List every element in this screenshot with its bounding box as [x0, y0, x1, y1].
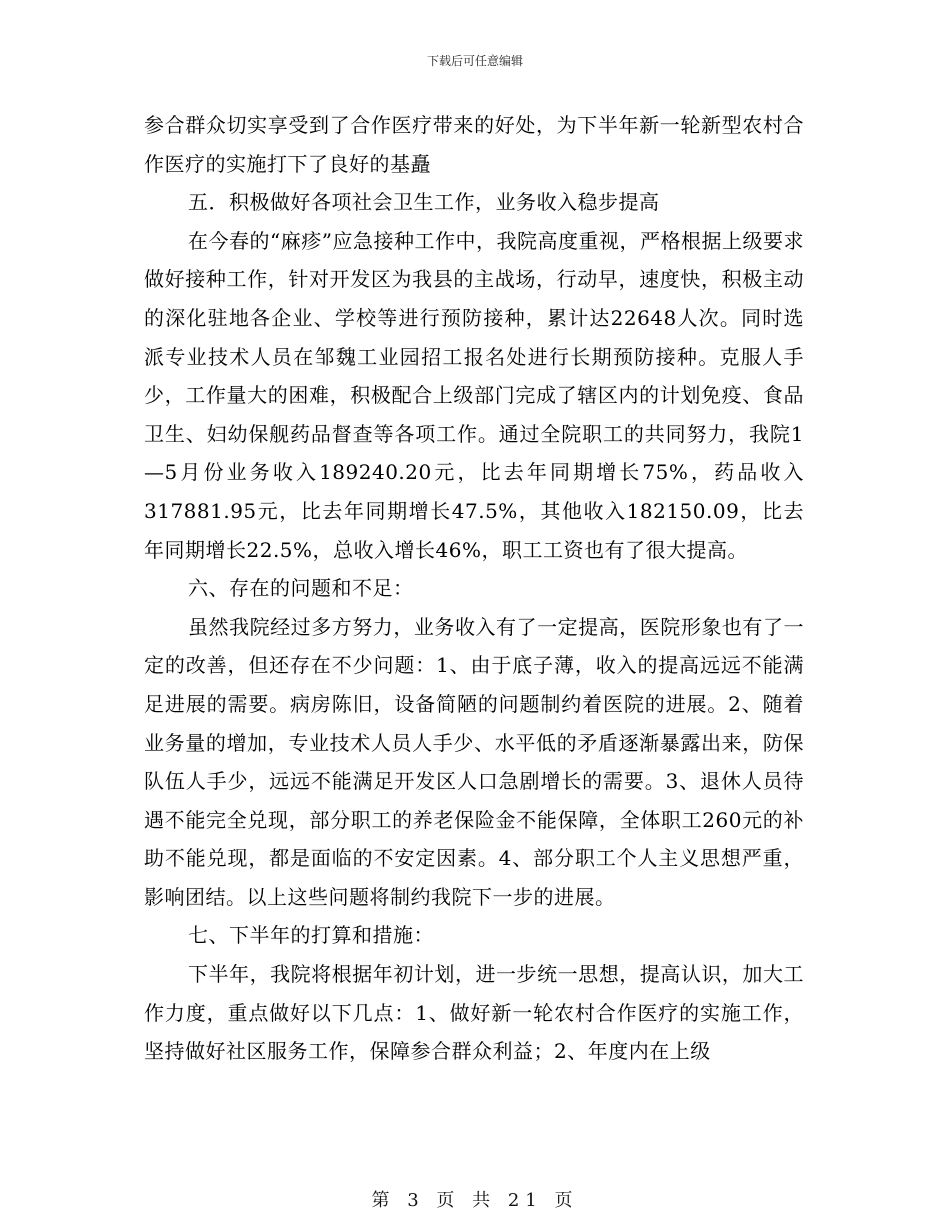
page-header: 下载后可任意编辑	[426, 54, 523, 68]
page-footer: 第 3 页 共 21 页	[371, 1190, 579, 1211]
paragraph: 参合群众切实享受到了合作医疗带来的好处，为下半年新一轮新型农村合作医疗的实施打下了良好的基矗	[144, 113, 804, 176]
document-body	[144, 106, 804, 1071]
section-heading: 六、存在的问题和不足：	[188, 576, 414, 601]
paragraph: 下半年，我院将根据年初计划，进一步统一思想，提高认识，加大工作力度，重点做好以下几点：1、做好新一轮农村合作医疗的实施工作，坚持做好社区服务工作，保障参合群众利益；2、年度内在上级	[144, 962, 804, 1064]
section-heading: 五．积极做好各项社会卫生工作，业务收入稳步提高	[188, 190, 660, 215]
paragraph: 虽然我院经过多方努力，业务收入有了一定提高，医院形象也有了一定的改善，但还存在不少问题：1、由于底子薄，收入的提高远远不能满足进展的需要。病房陈旧，设备简陋的问题制约着医院的进展。2、随着业务量的增加，专业技术人员人手少、水平低的矛盾逐渐暴露出来，防保队伍人手少，远远不能满足开发区人口急剧增长的需要。3、退休人员待遇不能完全兑现，部分职工的养老保险金不能保障，全体职工260元的补助不能兑现，都是面临的不安定因素。4、部分职工个人主义思想严重，影响团结。以上这些问题将制约我院下一步的进展。	[144, 614, 804, 909]
paragraph: 在今春的“麻疹”应急接种工作中，我院高度重视，严格根据上级要求做好接种工作，针对开发区为我县的主战场，行动早，速度快，积极主动的深化驻地各企业、学校等进行预防接种，累计达22648人次。同时选派专业技术人员在邹魏工业园招工报名处进行长期预防接种。克服人手少，工作量大的困难，积极配合上级部门完成了辖区内的计划免疫、食品卫生、妇幼保舰药品督查等各项工作。通过全院职工的共同努力，我院1—5月份业务收入189240.20元，比去年同期增长75%，药品收入317881.95元，比去年同期增长47.5%，其他收入182150.09，比去年同期增长22.5%，总收入增长46%，职工工资也有了很大提高。	[144, 228, 804, 562]
section-heading: 七、下半年的打算和措施：	[188, 923, 434, 948]
